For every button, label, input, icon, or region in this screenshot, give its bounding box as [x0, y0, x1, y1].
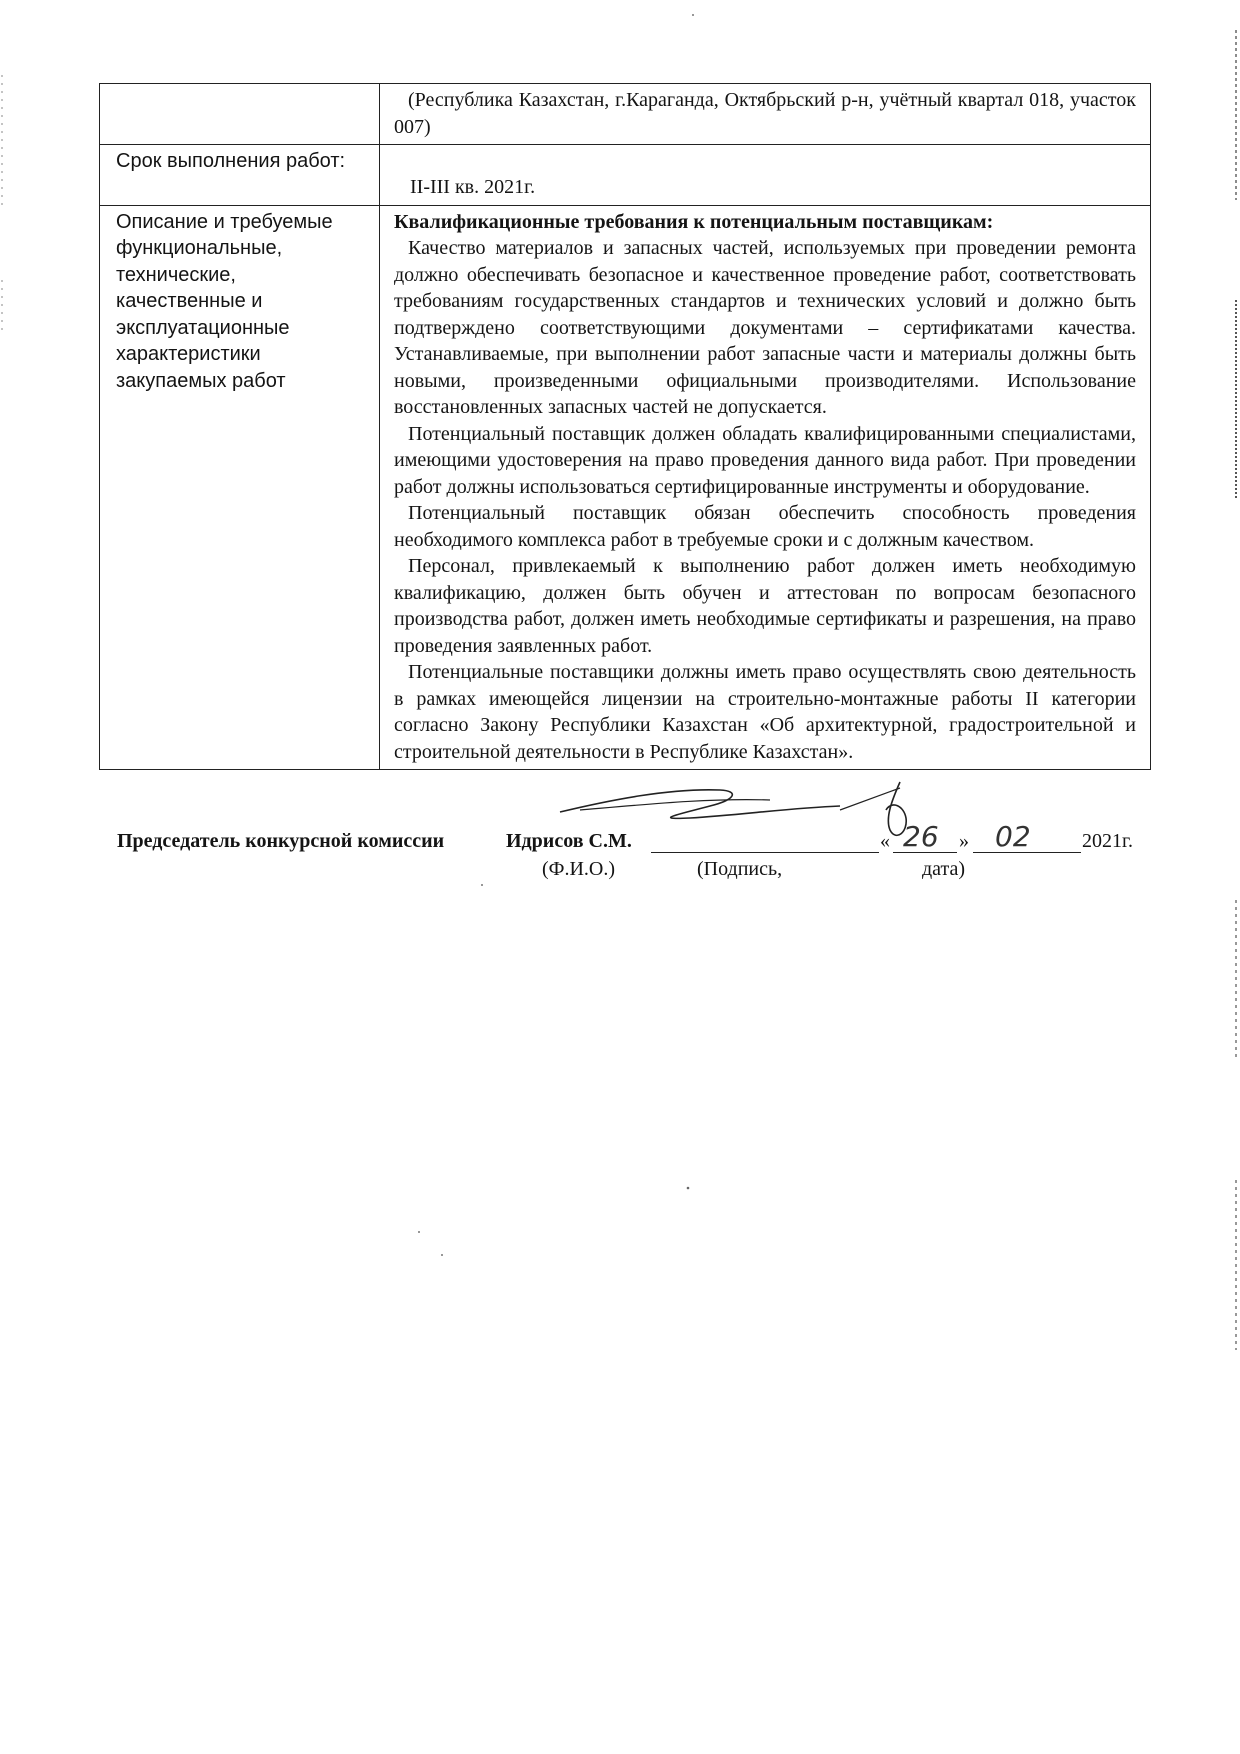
- requirements-table: [99, 83, 1151, 770]
- row-label-description: Описание и требуемые функциональные, технические, качественные и эксплуатационные характеристики закупаемых работ: [100, 205, 380, 770]
- requirements-heading: Квалификационные требования к потенциальным поставщикам:: [394, 210, 994, 233]
- date-year: 2021г.: [1082, 830, 1133, 852]
- table-row: [100, 205, 1151, 770]
- row-label-term: Срок выполнения работ:: [100, 145, 380, 206]
- requirement-paragraph: Потенциальные поставщики должны иметь право осуществлять свою деятельность в рамках имеющейся лицензии на строительно-монтажные работы II категории согласно Закону Республики Казахстан «Об архитектурной, градостроительной и строительной деятельности в Республике Казахстан».: [394, 661, 1136, 763]
- table-row: [100, 145, 1151, 206]
- table-row: [100, 84, 1151, 145]
- caption-fio: (Ф.И.О.): [542, 858, 616, 880]
- row-value-address: [380, 84, 1151, 145]
- requirement-paragraph: Персонал, привлекаемый к выполнению работ должен иметь необходимую квалификацию, должен быть обучен и аттестован по вопросам безопасного производства работ, должен иметь необходимые сертификаты и разрешения, на право проведения заявленных работ.: [394, 555, 1136, 657]
- signature-block: [117, 820, 1157, 890]
- requirement-paragraph: Качество материалов и запасных частей, используемых при проведении ремонта должно обеспечивать безопасное и качественное проведение работ, соответствовать требованиям государственных стандартов и технических условий и должно быть подтверждено соответствующими документами – сертификатами качества. Устанавливаемые, при выполнении работ запасные части и материалы должны быть новыми, произведенными официальными производителями. Использование восстановленных запасных частей не допускается.: [394, 237, 1136, 418]
- row-label: [100, 84, 380, 145]
- caption-date: дата): [922, 858, 966, 880]
- date-quote-close: »: [959, 830, 969, 852]
- requirement-paragraph: Потенциальный поставщик должен обладать квалифицированными специалистами, имеющими удостоверения на право проведения данного вида работ. При проведении работ должны использоваться сертифицированные инструменты и оборудование.: [394, 422, 1136, 498]
- date-month-handwritten: 02: [995, 820, 1031, 853]
- chair-name: Идрисов С.М.: [506, 830, 632, 852]
- caption-signature: (Подпись,: [697, 858, 783, 880]
- requirement-paragraph: Потенциальный поставщик обязан обеспечить способность проведения необходимого комплекса работ в требуемые сроки и с должным качеством.: [394, 502, 1136, 551]
- row-value-requirements: [380, 205, 1151, 770]
- address-text: (Республика Казахстан, г.Караганда, Октябрьский р-н, учётный квартал 018, участок 007): [394, 89, 1136, 138]
- chair-label: Председатель конкурсной комиссии: [117, 830, 445, 852]
- signature-underline: [651, 830, 879, 853]
- date-day-handwritten: 26: [903, 820, 939, 853]
- date-quote-open: «: [880, 830, 890, 852]
- row-value-term: II-III кв. 2021г.: [380, 145, 1151, 206]
